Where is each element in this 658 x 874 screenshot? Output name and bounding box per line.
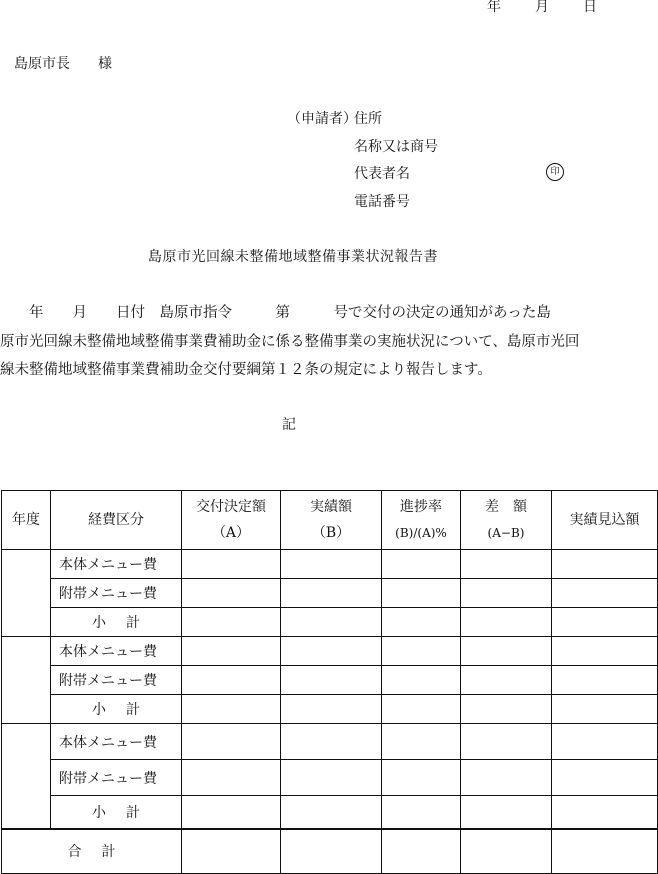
grant-cell[interactable]	[182, 796, 281, 829]
progress-cell[interactable]	[382, 579, 461, 608]
subtotal-label: 小 計	[51, 695, 182, 724]
projected-cell[interactable]	[552, 724, 658, 760]
applicant-address-label: 住所	[354, 111, 382, 127]
category-cell: 附帯メニュー費	[51, 579, 182, 608]
header-category: 経費区分	[51, 491, 182, 550]
table-row	[2, 666, 658, 695]
actual-cell[interactable]	[281, 579, 382, 608]
header-projected: 実績見込額	[552, 491, 658, 550]
seal-mark: 印	[546, 163, 564, 181]
applicant-name-label: 名称又は商号	[354, 139, 438, 155]
table-header-row	[2, 491, 658, 550]
projected-cell[interactable]	[552, 550, 658, 579]
body-text-line-3: 線未整備地域整備事業費補助金交付要綱第１２条の規定により報告します。	[0, 362, 492, 378]
difference-cell[interactable]	[461, 550, 552, 579]
difference-cell[interactable]	[461, 724, 552, 760]
actual-cell[interactable]	[281, 550, 382, 579]
category-cell: 本体メニュー費	[51, 550, 182, 579]
subtotal-label: 小 計	[51, 608, 182, 637]
progress-cell[interactable]	[382, 666, 461, 695]
grant-cell[interactable]	[182, 550, 281, 579]
subtotal-label: 小 計	[51, 796, 182, 829]
year-cell[interactable]	[2, 724, 51, 829]
body-text-line-2: 原市光回線未整備地域整備事業費補助金に係る整備事業の実施状況について、島原市光回	[0, 334, 580, 350]
actual-cell[interactable]	[281, 760, 382, 796]
total-row	[2, 829, 658, 874]
category-cell: 本体メニュー費	[51, 724, 182, 760]
projected-cell[interactable]	[552, 695, 658, 724]
header-year: 年度	[2, 491, 51, 550]
grant-cell[interactable]	[182, 724, 281, 760]
grant-cell[interactable]	[182, 695, 281, 724]
table-row	[2, 637, 658, 666]
actual-cell[interactable]	[281, 608, 382, 637]
actual-cell[interactable]	[281, 796, 382, 829]
projected-cell[interactable]	[552, 796, 658, 829]
date-month-label: 月	[535, 0, 549, 15]
actual-cell[interactable]	[281, 724, 382, 760]
progress-cell[interactable]	[382, 796, 461, 829]
report-table	[1, 490, 658, 874]
grant-cell[interactable]	[182, 637, 281, 666]
table-row	[2, 550, 658, 579]
date-day-label: 日	[583, 0, 597, 15]
progress-cell[interactable]	[382, 637, 461, 666]
progress-cell[interactable]	[382, 550, 461, 579]
year-cell[interactable]	[2, 550, 51, 637]
applicant-label: （申請者）	[287, 111, 357, 127]
table-row	[2, 579, 658, 608]
category-cell: 附帯メニュー費	[51, 666, 182, 695]
header-progress: 進捗率 (B)/(A)%	[382, 491, 461, 550]
actual-cell[interactable]	[281, 829, 382, 874]
applicant-representative-label: 代表者名	[354, 166, 410, 182]
header-difference: 差 額 (A−B)	[461, 491, 552, 550]
grant-cell[interactable]	[182, 579, 281, 608]
subtotal-row	[2, 695, 658, 724]
category-cell: 本体メニュー費	[51, 637, 182, 666]
table-row	[2, 760, 658, 796]
header-actual: 実績額 （B）	[281, 491, 382, 550]
actual-cell[interactable]	[281, 666, 382, 695]
projected-cell[interactable]	[552, 637, 658, 666]
year-cell[interactable]	[2, 637, 51, 724]
progress-cell[interactable]	[382, 695, 461, 724]
difference-cell[interactable]	[461, 666, 552, 695]
difference-cell[interactable]	[461, 829, 552, 874]
progress-cell[interactable]	[382, 760, 461, 796]
addressee: 島原市長 様	[14, 56, 112, 72]
progress-cell[interactable]	[382, 608, 461, 637]
grant-cell[interactable]	[182, 666, 281, 695]
total-label: 合 計	[2, 829, 182, 874]
progress-cell[interactable]	[382, 724, 461, 760]
applicant-phone-label: 電話番号	[354, 194, 410, 210]
progress-cell[interactable]	[382, 829, 461, 874]
projected-cell[interactable]	[552, 760, 658, 796]
projected-cell[interactable]	[552, 829, 658, 874]
difference-cell[interactable]	[461, 637, 552, 666]
grant-cell[interactable]	[182, 829, 281, 874]
body-text-line-1: 年 月 日付 島原市指令 第 号で交付の決定の通知があった島	[0, 305, 551, 321]
grant-cell[interactable]	[182, 608, 281, 637]
grant-cell[interactable]	[182, 760, 281, 796]
projected-cell[interactable]	[552, 666, 658, 695]
difference-cell[interactable]	[461, 579, 552, 608]
actual-cell[interactable]	[281, 695, 382, 724]
projected-cell[interactable]	[552, 608, 658, 637]
header-grant-decision: 交付決定額 （A）	[182, 491, 281, 550]
date-year-label: 年	[487, 0, 501, 15]
date-line	[487, 0, 597, 16]
category-cell: 附帯メニュー費	[51, 760, 182, 796]
projected-cell[interactable]	[552, 579, 658, 608]
table-row	[2, 724, 658, 760]
difference-cell[interactable]	[461, 796, 552, 829]
subtotal-row	[2, 796, 658, 829]
document-title: 島原市光回線未整備地域整備事業状況報告書	[148, 249, 438, 265]
difference-cell[interactable]	[461, 695, 552, 724]
difference-cell[interactable]	[461, 608, 552, 637]
difference-cell[interactable]	[461, 760, 552, 796]
actual-cell[interactable]	[281, 637, 382, 666]
subtotal-row	[2, 608, 658, 637]
ki-heading: 記	[282, 417, 296, 433]
